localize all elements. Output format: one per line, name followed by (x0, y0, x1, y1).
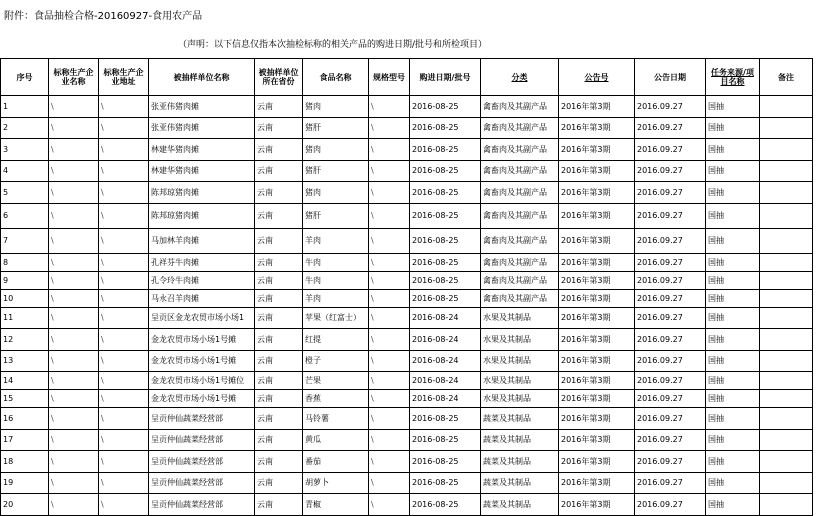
cell-province: 云南 (255, 451, 303, 473)
cell-manufacturer-address: \ (99, 329, 149, 351)
cell-spec: \ (369, 139, 410, 161)
cell-remark (760, 289, 813, 307)
cell-announcement-date: 2016.09.27 (635, 160, 706, 182)
cell-announcement: 2016年第3期 (559, 451, 635, 473)
cell-category: 禽畜肉及其副产品 (481, 271, 559, 289)
cell-province: 云南 (255, 350, 303, 372)
cell-food-name: 苹果（红富士） (303, 307, 369, 329)
cell-spec: \ (369, 451, 410, 473)
cell-purchase-date: 2016-08-25 (410, 96, 481, 118)
cell-spec: \ (369, 494, 410, 516)
cell-sampled-unit: 林建华猪肉摊 (149, 160, 255, 182)
cell-task-source: 国抽 (706, 182, 760, 204)
cell-no: 2 (1, 117, 49, 139)
cell-manufacturer: \ (49, 472, 99, 494)
cell-sampled-unit: 孔祥芬牛肉摊 (149, 253, 255, 271)
cell-food-name: 羊肉 (303, 228, 369, 253)
cell-announcement: 2016年第3期 (559, 228, 635, 253)
cell-announcement: 2016年第3期 (559, 350, 635, 372)
cell-announcement-date: 2016.09.27 (635, 307, 706, 329)
cell-purchase-date: 2016-08-25 (410, 160, 481, 182)
col-header-purchase-date: 购进日期/批号 (410, 59, 481, 96)
cell-manufacturer-address: \ (99, 160, 149, 182)
cell-spec: \ (369, 408, 410, 430)
cell-announcement: 2016年第3期 (559, 494, 635, 516)
cell-manufacturer: \ (49, 139, 99, 161)
table-row (1, 429, 813, 451)
cell-province: 云南 (255, 96, 303, 118)
cell-purchase-date: 2016-08-24 (410, 390, 481, 408)
cell-remark (760, 472, 813, 494)
cell-task-source: 国抽 (706, 289, 760, 307)
table-row (1, 372, 813, 390)
table-row (1, 271, 813, 289)
cell-remark (760, 228, 813, 253)
col-header-remark: 备注 (760, 59, 813, 96)
cell-category: 禽畜肉及其副产品 (481, 96, 559, 118)
cell-category: 禽畜肉及其副产品 (481, 289, 559, 307)
cell-category: 禽畜肉及其副产品 (481, 253, 559, 271)
cell-no: 12 (1, 329, 49, 351)
cell-province: 云南 (255, 408, 303, 430)
table-row (1, 451, 813, 473)
cell-category: 蔬菜及其制品 (481, 408, 559, 430)
cell-category: 蔬菜及其制品 (481, 429, 559, 451)
cell-purchase-date: 2016-08-25 (410, 139, 481, 161)
cell-manufacturer: \ (49, 372, 99, 390)
cell-spec: \ (369, 307, 410, 329)
cell-announcement-date: 2016.09.27 (635, 139, 706, 161)
cell-sampled-unit: 马加林羊肉摊 (149, 228, 255, 253)
cell-province: 云南 (255, 203, 303, 228)
cell-manufacturer-address: \ (99, 494, 149, 516)
cell-task-source: 国抽 (706, 271, 760, 289)
cell-announcement: 2016年第3期 (559, 390, 635, 408)
cell-sampled-unit: 孔令玲牛肉摊 (149, 271, 255, 289)
cell-announcement: 2016年第3期 (559, 253, 635, 271)
cell-province: 云南 (255, 289, 303, 307)
cell-category: 水果及其制品 (481, 329, 559, 351)
col-header-announcement-date: 公告日期 (635, 59, 706, 96)
table-row (1, 203, 813, 228)
cell-province: 云南 (255, 182, 303, 204)
cell-spec: \ (369, 472, 410, 494)
col-header-province: 被抽样单位所在省份 (255, 59, 303, 96)
cell-purchase-date: 2016-08-25 (410, 203, 481, 228)
cell-province: 云南 (255, 390, 303, 408)
cell-announcement-date: 2016.09.27 (635, 228, 706, 253)
cell-manufacturer-address: \ (99, 307, 149, 329)
cell-manufacturer-address: \ (99, 203, 149, 228)
cell-no: 9 (1, 271, 49, 289)
cell-manufacturer: \ (49, 96, 99, 118)
cell-food-name: 牛肉 (303, 253, 369, 271)
cell-no: 17 (1, 429, 49, 451)
cell-food-name: 橙子 (303, 350, 369, 372)
cell-province: 云南 (255, 117, 303, 139)
cell-task-source: 国抽 (706, 160, 760, 182)
cell-purchase-date: 2016-08-25 (410, 472, 481, 494)
table-row (1, 472, 813, 494)
cell-remark (760, 160, 813, 182)
cell-spec: \ (369, 350, 410, 372)
cell-announcement-date: 2016.09.27 (635, 451, 706, 473)
cell-category: 蔬菜及其制品 (481, 494, 559, 516)
cell-category: 水果及其制品 (481, 307, 559, 329)
cell-announcement-date: 2016.09.27 (635, 329, 706, 351)
cell-no: 20 (1, 494, 49, 516)
cell-remark (760, 329, 813, 351)
cell-province: 云南 (255, 160, 303, 182)
cell-category: 蔬菜及其制品 (481, 451, 559, 473)
cell-sampled-unit: 林建华猪肉摊 (149, 139, 255, 161)
cell-sampled-unit: 呈贡仲仙蔬菜经营部 (149, 429, 255, 451)
cell-announcement: 2016年第3期 (559, 182, 635, 204)
cell-no: 18 (1, 451, 49, 473)
cell-task-source: 国抽 (706, 139, 760, 161)
cell-sampled-unit: 马永召羊肉摊 (149, 289, 255, 307)
cell-no: 15 (1, 390, 49, 408)
header-row (1, 59, 813, 96)
cell-announcement: 2016年第3期 (559, 203, 635, 228)
col-header-manufacturer-address: 标称生产企业地址 (99, 59, 149, 96)
cell-manufacturer-address: \ (99, 390, 149, 408)
inspection-table (0, 58, 813, 516)
cell-manufacturer-address: \ (99, 408, 149, 430)
cell-task-source: 国抽 (706, 96, 760, 118)
cell-remark (760, 271, 813, 289)
cell-food-name: 香蕉 (303, 390, 369, 408)
cell-remark (760, 390, 813, 408)
cell-announcement: 2016年第3期 (559, 96, 635, 118)
cell-category: 禽畜肉及其副产品 (481, 228, 559, 253)
cell-sampled-unit: 金龙农贸市场小场1号摊位 (149, 372, 255, 390)
cell-spec: \ (369, 390, 410, 408)
cell-announcement-date: 2016.09.27 (635, 182, 706, 204)
cell-task-source: 国抽 (706, 253, 760, 271)
cell-task-source: 国抽 (706, 472, 760, 494)
cell-no: 19 (1, 472, 49, 494)
cell-manufacturer-address: \ (99, 429, 149, 451)
cell-province: 云南 (255, 329, 303, 351)
cell-food-name: 青椒 (303, 494, 369, 516)
cell-task-source: 国抽 (706, 203, 760, 228)
cell-manufacturer: \ (49, 329, 99, 351)
cell-remark (760, 139, 813, 161)
cell-remark (760, 117, 813, 139)
cell-task-source: 国抽 (706, 228, 760, 253)
table-row (1, 408, 813, 430)
cell-province: 云南 (255, 372, 303, 390)
cell-spec: \ (369, 289, 410, 307)
cell-sampled-unit: 呈贡仲仙蔬菜经营部 (149, 472, 255, 494)
cell-task-source: 国抽 (706, 494, 760, 516)
cell-sampled-unit: 金龙农贸市场小场1号摊 (149, 350, 255, 372)
cell-announcement-date: 2016.09.27 (635, 203, 706, 228)
col-header-category: 分类 (481, 59, 559, 96)
cell-food-name: 黄瓜 (303, 429, 369, 451)
table-row (1, 182, 813, 204)
cell-purchase-date: 2016-08-25 (410, 271, 481, 289)
cell-sampled-unit: 呈贡仲仙蔬菜经营部 (149, 494, 255, 516)
col-header-food-name: 食品名称 (303, 59, 369, 96)
cell-manufacturer-address: \ (99, 472, 149, 494)
cell-province: 云南 (255, 139, 303, 161)
col-header-manufacturer: 标称生产企业名称 (49, 59, 99, 96)
cell-no: 11 (1, 307, 49, 329)
cell-sampled-unit: 张亚伟猪肉摊 (149, 96, 255, 118)
cell-manufacturer-address: \ (99, 350, 149, 372)
cell-food-name: 猪肝 (303, 117, 369, 139)
cell-sampled-unit: 呈贡仲仙蔬菜经营部 (149, 451, 255, 473)
cell-category: 禽畜肉及其副产品 (481, 160, 559, 182)
cell-manufacturer: \ (49, 408, 99, 430)
cell-announcement-date: 2016.09.27 (635, 390, 706, 408)
cell-purchase-date: 2016-08-25 (410, 408, 481, 430)
document-title: 附件：食品抽检合格-20160927-食用农产品 (4, 11, 203, 22)
cell-announcement-date: 2016.09.27 (635, 253, 706, 271)
cell-province: 云南 (255, 472, 303, 494)
cell-remark (760, 372, 813, 390)
cell-food-name: 芒果 (303, 372, 369, 390)
cell-spec: \ (369, 117, 410, 139)
cell-manufacturer: \ (49, 117, 99, 139)
cell-food-name: 红提 (303, 329, 369, 351)
cell-spec: \ (369, 96, 410, 118)
cell-spec: \ (369, 271, 410, 289)
table-row (1, 289, 813, 307)
cell-task-source: 国抽 (706, 429, 760, 451)
cell-food-name: 牛肉 (303, 271, 369, 289)
cell-task-source: 国抽 (706, 329, 760, 351)
cell-category: 水果及其制品 (481, 390, 559, 408)
cell-announcement-date: 2016.09.27 (635, 494, 706, 516)
cell-province: 云南 (255, 271, 303, 289)
cell-food-name: 猪肉 (303, 182, 369, 204)
cell-purchase-date: 2016-08-25 (410, 182, 481, 204)
cell-manufacturer: \ (49, 429, 99, 451)
col-header-task-source: 任务来源/项目名称 (706, 59, 760, 96)
cell-remark (760, 253, 813, 271)
cell-manufacturer: \ (49, 494, 99, 516)
cell-announcement: 2016年第3期 (559, 307, 635, 329)
table-row (1, 139, 813, 161)
cell-task-source: 国抽 (706, 117, 760, 139)
cell-category: 禽畜肉及其副产品 (481, 203, 559, 228)
cell-manufacturer-address: \ (99, 96, 149, 118)
cell-province: 云南 (255, 228, 303, 253)
cell-remark (760, 350, 813, 372)
cell-announcement: 2016年第3期 (559, 271, 635, 289)
cell-manufacturer: \ (49, 451, 99, 473)
cell-task-source: 国抽 (706, 408, 760, 430)
cell-announcement-date: 2016.09.27 (635, 96, 706, 118)
table-row (1, 96, 813, 118)
cell-spec: \ (369, 329, 410, 351)
cell-food-name: 胡萝卜 (303, 472, 369, 494)
table-row (1, 160, 813, 182)
table-row (1, 117, 813, 139)
table-row (1, 253, 813, 271)
cell-announcement-date: 2016.09.27 (635, 117, 706, 139)
cell-manufacturer-address: \ (99, 253, 149, 271)
cell-no: 4 (1, 160, 49, 182)
cell-food-name: 马铃薯 (303, 408, 369, 430)
cell-manufacturer-address: \ (99, 372, 149, 390)
cell-announcement: 2016年第3期 (559, 408, 635, 430)
cell-task-source: 国抽 (706, 372, 760, 390)
col-header-no: 序号 (1, 59, 49, 96)
cell-announcement-date: 2016.09.27 (635, 408, 706, 430)
cell-manufacturer: \ (49, 203, 99, 228)
cell-announcement-date: 2016.09.27 (635, 271, 706, 289)
cell-announcement: 2016年第3期 (559, 372, 635, 390)
cell-manufacturer: \ (49, 350, 99, 372)
cell-announcement: 2016年第3期 (559, 117, 635, 139)
cell-announcement-date: 2016.09.27 (635, 289, 706, 307)
cell-no: 3 (1, 139, 49, 161)
cell-remark (760, 451, 813, 473)
cell-remark (760, 182, 813, 204)
cell-province: 云南 (255, 307, 303, 329)
cell-purchase-date: 2016-08-24 (410, 307, 481, 329)
cell-purchase-date: 2016-08-25 (410, 451, 481, 473)
cell-announcement: 2016年第3期 (559, 139, 635, 161)
cell-manufacturer-address: \ (99, 182, 149, 204)
cell-announcement-date: 2016.09.27 (635, 429, 706, 451)
cell-purchase-date: 2016-08-25 (410, 289, 481, 307)
table-row (1, 228, 813, 253)
table-row (1, 307, 813, 329)
cell-task-source: 国抽 (706, 350, 760, 372)
cell-announcement: 2016年第3期 (559, 472, 635, 494)
cell-province: 云南 (255, 494, 303, 516)
cell-sampled-unit: 陈邦琼猪肉摊 (149, 182, 255, 204)
cell-announcement-date: 2016.09.27 (635, 350, 706, 372)
cell-sampled-unit: 陈邦琼猪肉摊 (149, 203, 255, 228)
cell-food-name: 猪肉 (303, 139, 369, 161)
cell-manufacturer: \ (49, 390, 99, 408)
cell-manufacturer-address: \ (99, 139, 149, 161)
cell-category: 禽畜肉及其副产品 (481, 117, 559, 139)
cell-category: 禽畜肉及其副产品 (481, 182, 559, 204)
cell-remark (760, 96, 813, 118)
col-header-spec: 规格型号 (369, 59, 410, 96)
cell-spec: \ (369, 228, 410, 253)
cell-sampled-unit: 张亚伟猪肉摊 (149, 117, 255, 139)
table-row (1, 350, 813, 372)
cell-announcement-date: 2016.09.27 (635, 372, 706, 390)
cell-manufacturer-address: \ (99, 289, 149, 307)
cell-manufacturer: \ (49, 160, 99, 182)
cell-no: 13 (1, 350, 49, 372)
cell-spec: \ (369, 253, 410, 271)
table-row (1, 329, 813, 351)
cell-remark (760, 203, 813, 228)
table-row (1, 390, 813, 408)
cell-spec: \ (369, 203, 410, 228)
cell-food-name: 猪肝 (303, 160, 369, 182)
cell-announcement-date: 2016.09.27 (635, 472, 706, 494)
cell-announcement: 2016年第3期 (559, 289, 635, 307)
cell-food-name: 猪肉 (303, 96, 369, 118)
cell-purchase-date: 2016-08-24 (410, 372, 481, 390)
cell-no: 5 (1, 182, 49, 204)
cell-no: 6 (1, 203, 49, 228)
cell-no: 10 (1, 289, 49, 307)
cell-no: 7 (1, 228, 49, 253)
cell-category: 蔬菜及其制品 (481, 472, 559, 494)
cell-manufacturer-address: \ (99, 271, 149, 289)
cell-purchase-date: 2016-08-25 (410, 253, 481, 271)
cell-manufacturer-address: \ (99, 228, 149, 253)
cell-announcement: 2016年第3期 (559, 160, 635, 182)
col-header-sampled-unit: 被抽样单位名称 (149, 59, 255, 96)
cell-manufacturer: \ (49, 253, 99, 271)
cell-remark (760, 429, 813, 451)
cell-sampled-unit: 呈贡仲仙蔬菜经营部 (149, 408, 255, 430)
cell-announcement: 2016年第3期 (559, 329, 635, 351)
cell-manufacturer: \ (49, 289, 99, 307)
cell-purchase-date: 2016-08-24 (410, 329, 481, 351)
cell-manufacturer: \ (49, 182, 99, 204)
cell-spec: \ (369, 160, 410, 182)
cell-food-name: 番茄 (303, 451, 369, 473)
cell-spec: \ (369, 182, 410, 204)
cell-purchase-date: 2016-08-25 (410, 429, 481, 451)
cell-task-source: 国抽 (706, 307, 760, 329)
cell-purchase-date: 2016-08-25 (410, 228, 481, 253)
cell-category: 禽畜肉及其副产品 (481, 139, 559, 161)
cell-category: 水果及其制品 (481, 372, 559, 390)
cell-sampled-unit: 金龙农贸市场小场1号摊 (149, 390, 255, 408)
cell-manufacturer: \ (49, 307, 99, 329)
disclaimer-note: （声明：以下信息仅指本次抽检标称的相关产品的购进日期/批号和所检项目） (178, 40, 488, 50)
cell-manufacturer: \ (49, 228, 99, 253)
cell-manufacturer-address: \ (99, 451, 149, 473)
cell-remark (760, 307, 813, 329)
cell-sampled-unit: 呈贡区金龙农贸市场小场1 (149, 307, 255, 329)
cell-spec: \ (369, 372, 410, 390)
cell-spec: \ (369, 429, 410, 451)
cell-task-source: 国抽 (706, 451, 760, 473)
cell-category: 水果及其制品 (481, 350, 559, 372)
col-header-announcement: 公告号 (559, 59, 635, 96)
cell-no: 16 (1, 408, 49, 430)
cell-sampled-unit: 金龙农贸市场小场1号摊 (149, 329, 255, 351)
cell-task-source: 国抽 (706, 390, 760, 408)
cell-food-name: 猪肝 (303, 203, 369, 228)
cell-announcement: 2016年第3期 (559, 429, 635, 451)
cell-purchase-date: 2016-08-25 (410, 494, 481, 516)
cell-province: 云南 (255, 253, 303, 271)
cell-province: 云南 (255, 429, 303, 451)
cell-no: 8 (1, 253, 49, 271)
cell-no: 1 (1, 96, 49, 118)
cell-manufacturer: \ (49, 271, 99, 289)
cell-remark (760, 408, 813, 430)
cell-purchase-date: 2016-08-25 (410, 117, 481, 139)
cell-manufacturer-address: \ (99, 117, 149, 139)
cell-no: 14 (1, 372, 49, 390)
cell-food-name: 羊肉 (303, 289, 369, 307)
cell-purchase-date: 2016-08-24 (410, 350, 481, 372)
